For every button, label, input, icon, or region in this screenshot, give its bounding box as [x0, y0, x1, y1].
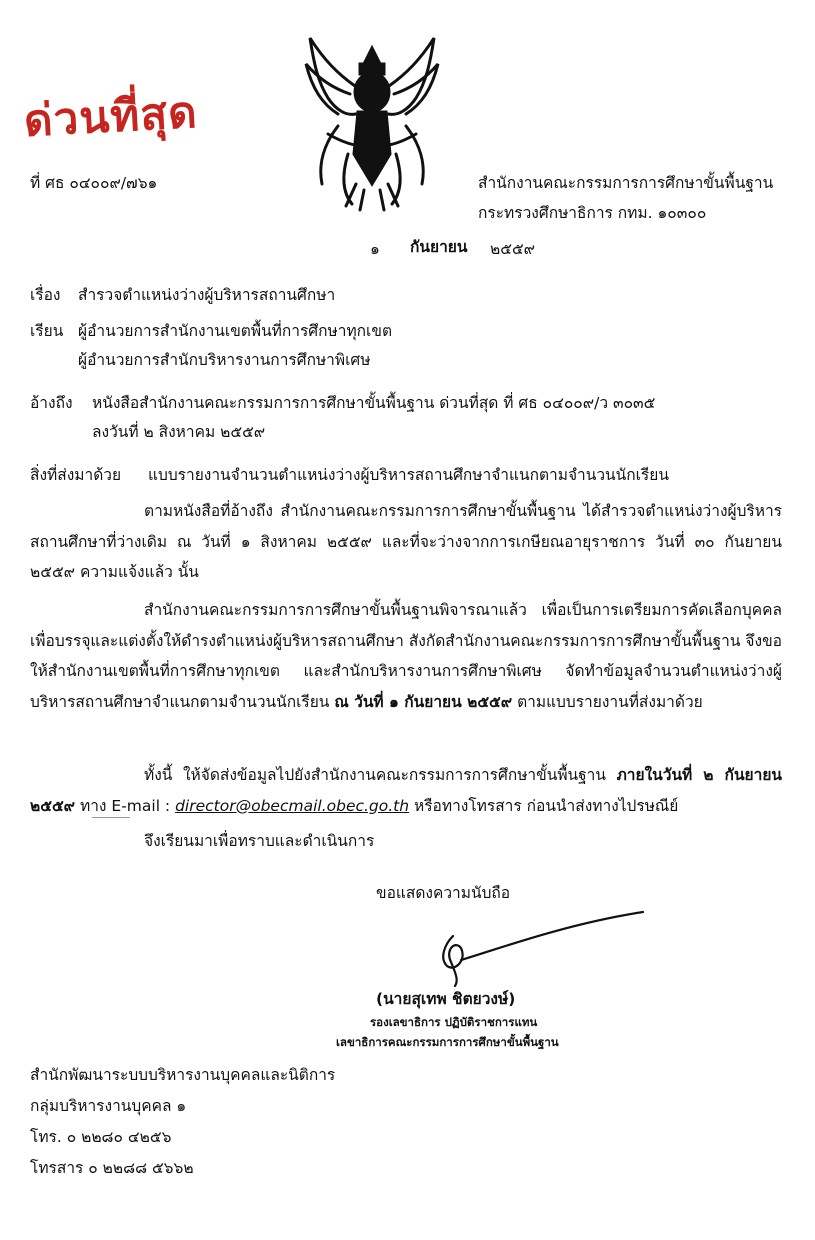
signer-position-1: รองเลขาธิการ ปฏิบัติราชการแทน: [370, 1015, 538, 1029]
office-name: สำนักงานคณะกรรมการการศึกษาขั้นพื้นฐาน: [478, 174, 774, 192]
footer-group: กลุ่มบริหารงานบุคคล ๑: [30, 1097, 187, 1115]
body-paragraph-3: ทั้งนี้ ให้จัดส่งข้อมูลไปยังสำนักงานคณะกรรมการการศึกษาขั้นพื้นฐาน ภายในวันที่ ๒ กันยายน ๒๕๕๙ ทาง E-mail : director@obecmail.obec.go.th หรือทางโทรสาร ก่อนนำส่งทางไปรษณีย์: [30, 766, 783, 815]
deadline-date: ณ วันที่ ๑ กันยายน ๒๕๕๙: [334, 692, 513, 711]
to-line-1: ผู้อำนวยการสำนักงานเขตพื้นที่การศึกษาทุกเขต: [78, 322, 393, 340]
reference-line-1: หนังสือสำนักงานคณะกรรมการการศึกษาขั้นพื้นฐาน ด่วนที่สุด ที่ ศธ ๐๔๐๐๙/ว ๓๐๓๕: [92, 394, 656, 412]
urgent-stamp: ด่วนที่สุด: [22, 86, 199, 147]
email-link[interactable]: director@obecmail.obec.go.th: [175, 796, 410, 815]
footer-fax: โทรสาร ๐ ๒๒๘๘ ๕๖๖๒: [30, 1159, 194, 1177]
body-paragraph-1: ตามหนังสือที่อ้างถึง สำนักงานคณะกรรมการการศึกษาขั้นพื้นฐาน ได้สำรวจตำแหน่งว่างผู้บริหารสถานศึกษาที่ว่างเดิม ณ วันที่ ๑ สิงหาคม ๒๕๕๙ และที่จะว่างจากการเกษียณอายุราชการ วันที่ ๓๐ กันยายน ๒๕๕๙ ความแจ้งแล้ว นั้น: [30, 502, 782, 581]
enclosure-text: แบบรายงานจำนวนตำแหน่งว่างผู้บริหารสถานศึกษาจำแนกตามจำนวนนักเรียน: [148, 466, 669, 484]
footer-unit: สำนักพัฒนาระบบบริหารงานบุคคลและนิติการ: [30, 1066, 336, 1084]
subject-label: เรื่อง: [30, 286, 61, 304]
enclosure-label: สิ่งที่ส่งมาด้วย: [30, 466, 122, 484]
to-label: เรียน: [30, 322, 64, 340]
date-day: ๑: [370, 240, 380, 258]
letter-number: ที่ ศธ ๐๔๐๐๙/๗๖๑: [30, 174, 158, 192]
subject-text: สำรวจตำแหน่งว่างผู้บริหารสถานศึกษา: [78, 286, 336, 304]
date-month: กันยายน: [410, 238, 468, 256]
divider: [92, 817, 130, 818]
to-line-2: ผู้อำนวยการสำนักบริหารงานการศึกษาพิเศษ: [78, 351, 371, 369]
signer-position-2: เลขาธิการคณะกรรมการการศึกษาขั้นพื้นฐาน: [336, 1035, 559, 1049]
garuda-emblem-icon: [298, 34, 446, 212]
signature-icon: [415, 910, 645, 990]
signer-name: (นายสุเทพ ชิตยวงษ์): [376, 990, 516, 1008]
closing-text: จึงเรียนมาเพื่อทราบและดำเนินการ: [144, 832, 375, 850]
reference-label: อ้างถึง: [30, 394, 73, 412]
body-paragraph-2: สำนักงานคณะกรรมการการศึกษาขั้นพื้นฐานพิจารณาแล้ว เพื่อเป็นการเตรียมการคัดเลือกบุคคลเพื่อบรรจุและแต่งตั้งให้ดำรงตำแหน่งผู้บริหารสถานศึกษา สังกัดสำนักงานคณะกรรมการการศึกษาขั้นพื้นฐาน จึงขอให้สำนักงานเขตพื้นที่การศึกษาทุกเขต และสำนักบริหารงานการศึกษาพิเศษ จัดทำข้อมูลจำนวนตำแหน่งว่างผู้บริหารสถานศึกษาจำแนกตามจำนวนนักเรียน ณ วันที่ ๑ กันยายน ๒๕๕๙ ตามแบบรายงานที่ส่งมาด้วย: [30, 601, 782, 711]
office-address: กระทรวงศึกษาธิการ กทม. ๑๐๓๐๐: [478, 204, 707, 222]
footer-tel: โทร. ๐ ๒๒๘๐ ๔๒๕๖: [30, 1128, 172, 1146]
submission-deadline: ภายในวันที่ ๒ กันยายน ๒๕๕๙: [30, 766, 783, 815]
regards-text: ขอแสดงความนับถือ: [376, 884, 511, 902]
reference-line-2: ลงวันที่ ๒ สิงหาคม ๒๕๕๙: [92, 423, 266, 441]
date-year: ๒๕๕๙: [490, 240, 536, 258]
